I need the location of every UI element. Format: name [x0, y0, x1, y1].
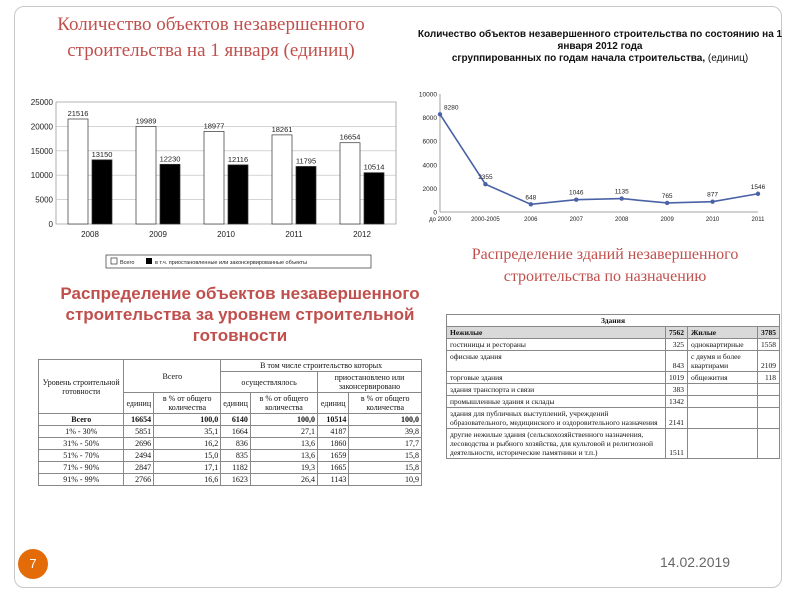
legend-label: в т.ч. приостановленные или законсервированные объекты	[155, 260, 308, 266]
table-cell: 835	[221, 450, 251, 462]
building-count: 1511	[665, 429, 687, 459]
readiness-table	[38, 359, 422, 486]
table-cell: 100,0	[349, 414, 422, 426]
x-tick-label: 2012	[353, 230, 371, 239]
data-label: 1135	[614, 188, 629, 196]
table-cell: 100,0	[250, 414, 317, 426]
building-count: 2141	[665, 408, 687, 429]
building-type: торговые здания	[447, 372, 666, 384]
units-header: единиц	[124, 393, 154, 414]
bar-suspended	[364, 173, 384, 224]
bar-suspended	[160, 164, 180, 224]
table-row	[39, 426, 422, 438]
x-tick-label: 2008	[615, 217, 629, 223]
table-cell: 2847	[124, 462, 154, 474]
table-cell: 13,6	[250, 438, 317, 450]
line-chart-title-line1: Количество объектов незавершенного строительства по состоянию на 1 января 2012 года	[417, 29, 783, 52]
building-type	[687, 396, 757, 408]
building-count	[757, 396, 779, 408]
data-label: 2355	[478, 174, 493, 182]
table-row	[39, 474, 422, 486]
table-row	[447, 408, 780, 429]
x-tick-label: 2008	[81, 230, 99, 239]
bar-chart	[26, 92, 408, 274]
table-cell: 15,0	[154, 450, 221, 462]
legend-swatch-total	[111, 258, 117, 264]
building-count: 325	[665, 339, 687, 351]
table-row	[447, 429, 780, 459]
data-label: 1046	[569, 189, 584, 197]
slide-title: Количество объектов незавершенного строительства на 1 января (единиц)	[57, 14, 365, 61]
y-tick-label: 2000	[422, 185, 437, 193]
buildings-header-row	[447, 327, 780, 339]
legend-swatch-suspended	[146, 258, 152, 264]
table-cell: 15,8	[349, 462, 422, 474]
bar-suspended	[92, 160, 112, 224]
building-count	[757, 408, 779, 429]
bar-total	[68, 119, 88, 224]
line-chart-title-line2-wrap	[410, 53, 790, 65]
table-row	[447, 384, 780, 396]
data-label: 19989	[135, 116, 157, 126]
table-cell: 16,2	[154, 438, 221, 450]
y-tick-label: 25000	[30, 98, 53, 107]
x-tick-label: 2006	[524, 217, 538, 223]
data-point	[756, 192, 760, 196]
table-cell: 15,8	[349, 450, 422, 462]
line-chart-unit: (единиц)	[707, 53, 749, 64]
data-point	[483, 182, 487, 186]
line-chart-title-line2: сгруппированных по годам начала строительства,	[451, 53, 706, 64]
table-cell: 4187	[317, 426, 348, 438]
table-cell: 6140	[221, 414, 251, 426]
building-type	[687, 429, 757, 459]
data-label: 21516	[67, 109, 89, 119]
table-cell: 16654	[124, 414, 154, 426]
ongoing-header: осуществлялось	[221, 372, 318, 393]
data-point	[574, 197, 578, 201]
data-label: 13150	[91, 149, 113, 159]
table-cell: 5851	[124, 426, 154, 438]
x-tick-label: 2009	[660, 217, 674, 223]
data-label: 1546	[750, 183, 766, 191]
bar-total	[204, 131, 224, 224]
building-type: гостиницы и рестораны	[447, 339, 666, 351]
table-cell: 35,1	[154, 426, 221, 438]
building-count: 1342	[665, 396, 687, 408]
including-header: В том числе строительство которых	[221, 360, 422, 372]
building-count: 1019	[665, 372, 687, 384]
data-point	[529, 202, 533, 206]
data-label: 18261	[271, 124, 293, 134]
row-label: 31% - 50%	[39, 438, 124, 450]
table-row	[447, 396, 780, 408]
data-label: 18977	[203, 121, 225, 131]
x-tick-label: 2007	[569, 217, 583, 223]
data-point	[665, 201, 669, 205]
row-label: 71% - 90%	[39, 462, 124, 474]
building-count: 118	[757, 372, 779, 384]
table-row	[447, 339, 780, 351]
building-count: 2109	[757, 351, 779, 372]
units-header: единиц	[221, 393, 251, 414]
data-label: 12230	[159, 154, 181, 164]
building-type: здания транспорта и связи	[447, 384, 666, 396]
page-number-badge: 7	[18, 549, 48, 579]
table-cell: 19,3	[250, 462, 317, 474]
y-tick-label: 20000	[30, 122, 53, 132]
buildings-title-row	[447, 315, 780, 327]
data-label: 11795	[295, 156, 317, 166]
table-row	[39, 450, 422, 462]
table-cell: 2494	[124, 450, 154, 462]
res-label: Жилые	[687, 327, 757, 339]
pct-header: в % от общего количества	[250, 393, 317, 414]
x-tick-label: 2010	[217, 230, 235, 239]
y-tick-label: 4000	[422, 162, 437, 170]
building-type: общежития	[687, 372, 757, 384]
data-point	[710, 199, 714, 203]
buildings-table-title: Здания	[447, 315, 780, 327]
table-cell: 10,9	[349, 474, 422, 486]
table-row	[39, 414, 422, 426]
bar-suspended	[296, 166, 316, 224]
units-header: единиц	[317, 393, 348, 414]
line-chart-title	[410, 29, 790, 65]
table-cell: 836	[221, 438, 251, 450]
y-tick-label: 0	[48, 220, 53, 229]
data-label: 12116	[227, 154, 249, 164]
building-type: одноквартирные	[687, 339, 757, 351]
table-cell: 16,6	[154, 474, 221, 486]
bar-total	[136, 126, 156, 224]
x-tick-label: 2000-2005	[471, 217, 500, 223]
data-point	[620, 196, 624, 200]
buildings-section-title: Распределение зданий незавершенного строительства по назначению	[471, 246, 739, 285]
building-count	[757, 384, 779, 396]
readiness-table-body	[39, 414, 422, 486]
building-type: другие нежилые здания (сельскохозяйственного назначения, лесоводства и рыбного хозяйства, для культовой и религиозной деятельности, исторические памятники и т.п.)	[447, 429, 666, 459]
pct-header: в % от общего количества	[349, 393, 422, 414]
table-cell: 1659	[317, 450, 348, 462]
pct-header: в % от общего количества	[154, 393, 221, 414]
readiness-section-title: Распределение объектов незавершенного строительства за уровнем строительной готовности	[60, 284, 420, 345]
building-count	[757, 429, 779, 459]
building-type	[687, 408, 757, 429]
table-cell: 1664	[221, 426, 251, 438]
building-type: здания для публичных выступлений, учреждений образовательного, медицинского и оздоровительного назначения	[447, 408, 666, 429]
x-tick-label: 2011	[751, 217, 765, 223]
x-tick-label: 2009	[149, 230, 167, 239]
y-tick-label: 0	[433, 209, 437, 217]
building-count: 383	[665, 384, 687, 396]
data-label: 765	[661, 192, 673, 200]
data-label: 8280	[444, 104, 459, 112]
table-cell: 26,4	[250, 474, 317, 486]
legend-label: Всего	[120, 260, 135, 266]
table-cell: 2696	[124, 438, 154, 450]
buildings-table	[446, 314, 780, 459]
table-cell: 17,1	[154, 462, 221, 474]
building-type: офисные здания	[447, 351, 666, 372]
buildings-table-body	[447, 339, 780, 459]
bar-suspended	[228, 165, 248, 224]
data-label: 10514	[363, 162, 385, 172]
bar-total	[272, 135, 292, 224]
table-cell: 1143	[317, 474, 348, 486]
building-count: 843	[665, 351, 687, 372]
x-tick-label: до 2000	[429, 217, 451, 223]
building-count: 1558	[757, 339, 779, 351]
table-cell: 100,0	[154, 414, 221, 426]
nonres-label: Нежилые	[447, 327, 666, 339]
row-label: 1% - 30%	[39, 426, 124, 438]
data-point	[438, 112, 442, 116]
res-total: 3785	[757, 327, 779, 339]
y-tick-label: 10000	[418, 91, 437, 99]
level-header: Уровень строительной готовности	[39, 360, 124, 414]
table-cell: 13,6	[250, 450, 317, 462]
table-header-row	[39, 360, 422, 372]
building-type: с двумя и более квартирами	[687, 351, 757, 372]
building-type	[687, 384, 757, 396]
suspended-header: приостановлено или законсервировано	[317, 372, 421, 393]
total-header: Всего	[124, 360, 221, 393]
table-row	[447, 372, 780, 384]
row-label: Всего	[39, 414, 124, 426]
table-cell: 1665	[317, 462, 348, 474]
y-tick-label: 15000	[30, 146, 53, 156]
table-row	[39, 438, 422, 450]
table-cell: 17,7	[349, 438, 422, 450]
table-cell: 39,8	[349, 426, 422, 438]
building-type: промышленные здания и склады	[447, 396, 666, 408]
row-label: 91% - 99%	[39, 474, 124, 486]
row-label: 51% - 70%	[39, 450, 124, 462]
table-cell: 27,1	[250, 426, 317, 438]
y-tick-label: 8000	[422, 115, 437, 123]
line-chart	[410, 88, 780, 230]
y-tick-label: 10000	[30, 171, 53, 181]
table-row	[447, 351, 780, 372]
x-tick-label: 2010	[705, 217, 720, 223]
table-cell: 1860	[317, 438, 348, 450]
table-cell: 1182	[221, 462, 251, 474]
nonres-total: 7562	[665, 327, 687, 339]
table-cell: 1623	[221, 474, 251, 486]
data-label: 877	[707, 191, 719, 199]
table-row	[39, 462, 422, 474]
data-label: 16654	[339, 132, 361, 142]
table-cell: 10514	[317, 414, 348, 426]
slide-date: 14.02.2019	[660, 554, 731, 570]
x-tick-label: 2011	[285, 230, 303, 239]
y-tick-label: 6000	[422, 138, 437, 146]
data-label: 648	[525, 194, 537, 202]
table-cell: 2766	[124, 474, 154, 486]
bar-total	[340, 143, 360, 224]
y-tick-label: 5000	[35, 195, 53, 205]
